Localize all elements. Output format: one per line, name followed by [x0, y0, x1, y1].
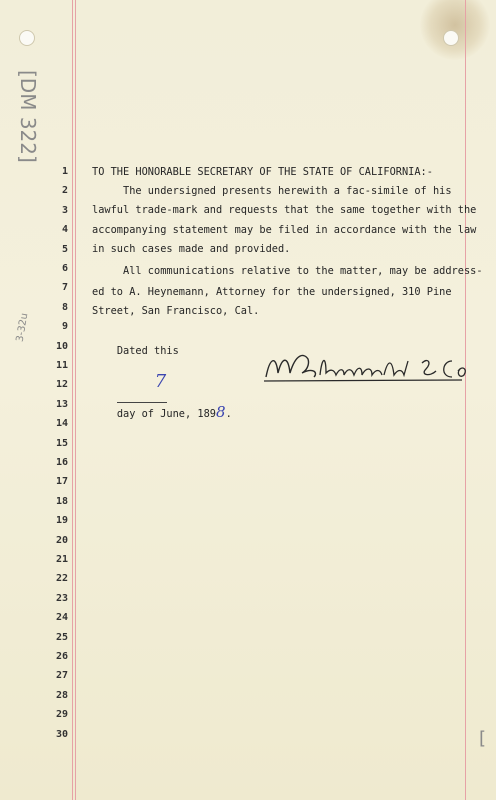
- punch-hole-right: [443, 30, 459, 46]
- pencil-note-vertical: [DM 322]: [16, 70, 40, 163]
- line-number: 6: [61, 263, 68, 274]
- dated-line: [92, 333, 232, 433]
- punch-hole-left: [19, 30, 35, 46]
- line-number: 7: [61, 282, 68, 293]
- line-number: 2: [61, 185, 68, 196]
- line-number: 14: [55, 418, 68, 429]
- line-number: 28: [55, 690, 68, 701]
- line-number: 24: [55, 612, 68, 623]
- dated-suffix: .: [225, 408, 232, 420]
- line-number: 10: [55, 341, 68, 352]
- line-number: 19: [55, 515, 68, 526]
- pencil-bracket-mark: [: [479, 728, 487, 749]
- right-margin-line: [465, 0, 466, 800]
- handwritten-day: 7: [154, 371, 167, 392]
- dated-middle: day of June, 189: [116, 408, 217, 420]
- line-number: 21: [55, 554, 68, 565]
- line-number: 30: [55, 729, 68, 740]
- line-number: 18: [55, 496, 68, 507]
- line-number: 23: [55, 593, 68, 604]
- line-number: 26: [55, 651, 68, 662]
- line-number: 25: [55, 632, 68, 643]
- line-number: 13: [55, 399, 68, 410]
- line-number: 1: [61, 166, 68, 177]
- line-number: 20: [55, 535, 68, 546]
- line-number: 15: [55, 438, 68, 449]
- body-line: TO THE HONORABLE SECRETARY OF THE STATE OF CALIFORNIA:-: [92, 166, 433, 178]
- pencil-note-small: 3-32u: [14, 312, 31, 343]
- body-line: in such cases made and provided.: [92, 243, 291, 255]
- handwritten-year-digit: 8: [216, 403, 226, 421]
- body-line: Street, San Francisco, Cal.: [92, 305, 260, 317]
- dated-prefix: Dated this: [116, 345, 179, 357]
- line-number: 17: [55, 476, 68, 487]
- line-number: 8: [61, 302, 68, 313]
- body-line: lawful trade-mark and requests that the same together with the: [92, 204, 477, 216]
- line-number: 11: [55, 360, 68, 371]
- line-number: 3: [61, 205, 68, 216]
- water-stain: [420, 0, 490, 60]
- signature-graphic: [262, 347, 492, 387]
- line-number: 29: [55, 709, 68, 720]
- body-line: The undersigned presents herewith a fac-simile of his: [92, 185, 452, 197]
- body-line: All communications relative to the matter, may be address-: [92, 265, 483, 277]
- signature: [262, 347, 492, 387]
- body-line: ed to A. Heynemann, Attorney for the undersigned, 310 Pine: [92, 286, 452, 298]
- left-margin-line: [72, 0, 73, 800]
- line-number: 16: [55, 457, 68, 468]
- line-number: 22: [55, 573, 68, 584]
- line-number: 9: [61, 321, 68, 332]
- left-margin-line-2: [75, 0, 76, 800]
- body-line: accompanying statement may be filed in accordance with the law: [92, 224, 477, 236]
- line-number: 5: [61, 244, 68, 255]
- line-number: 4: [61, 224, 68, 235]
- line-number: 12: [55, 379, 68, 390]
- line-number: 27: [55, 670, 68, 681]
